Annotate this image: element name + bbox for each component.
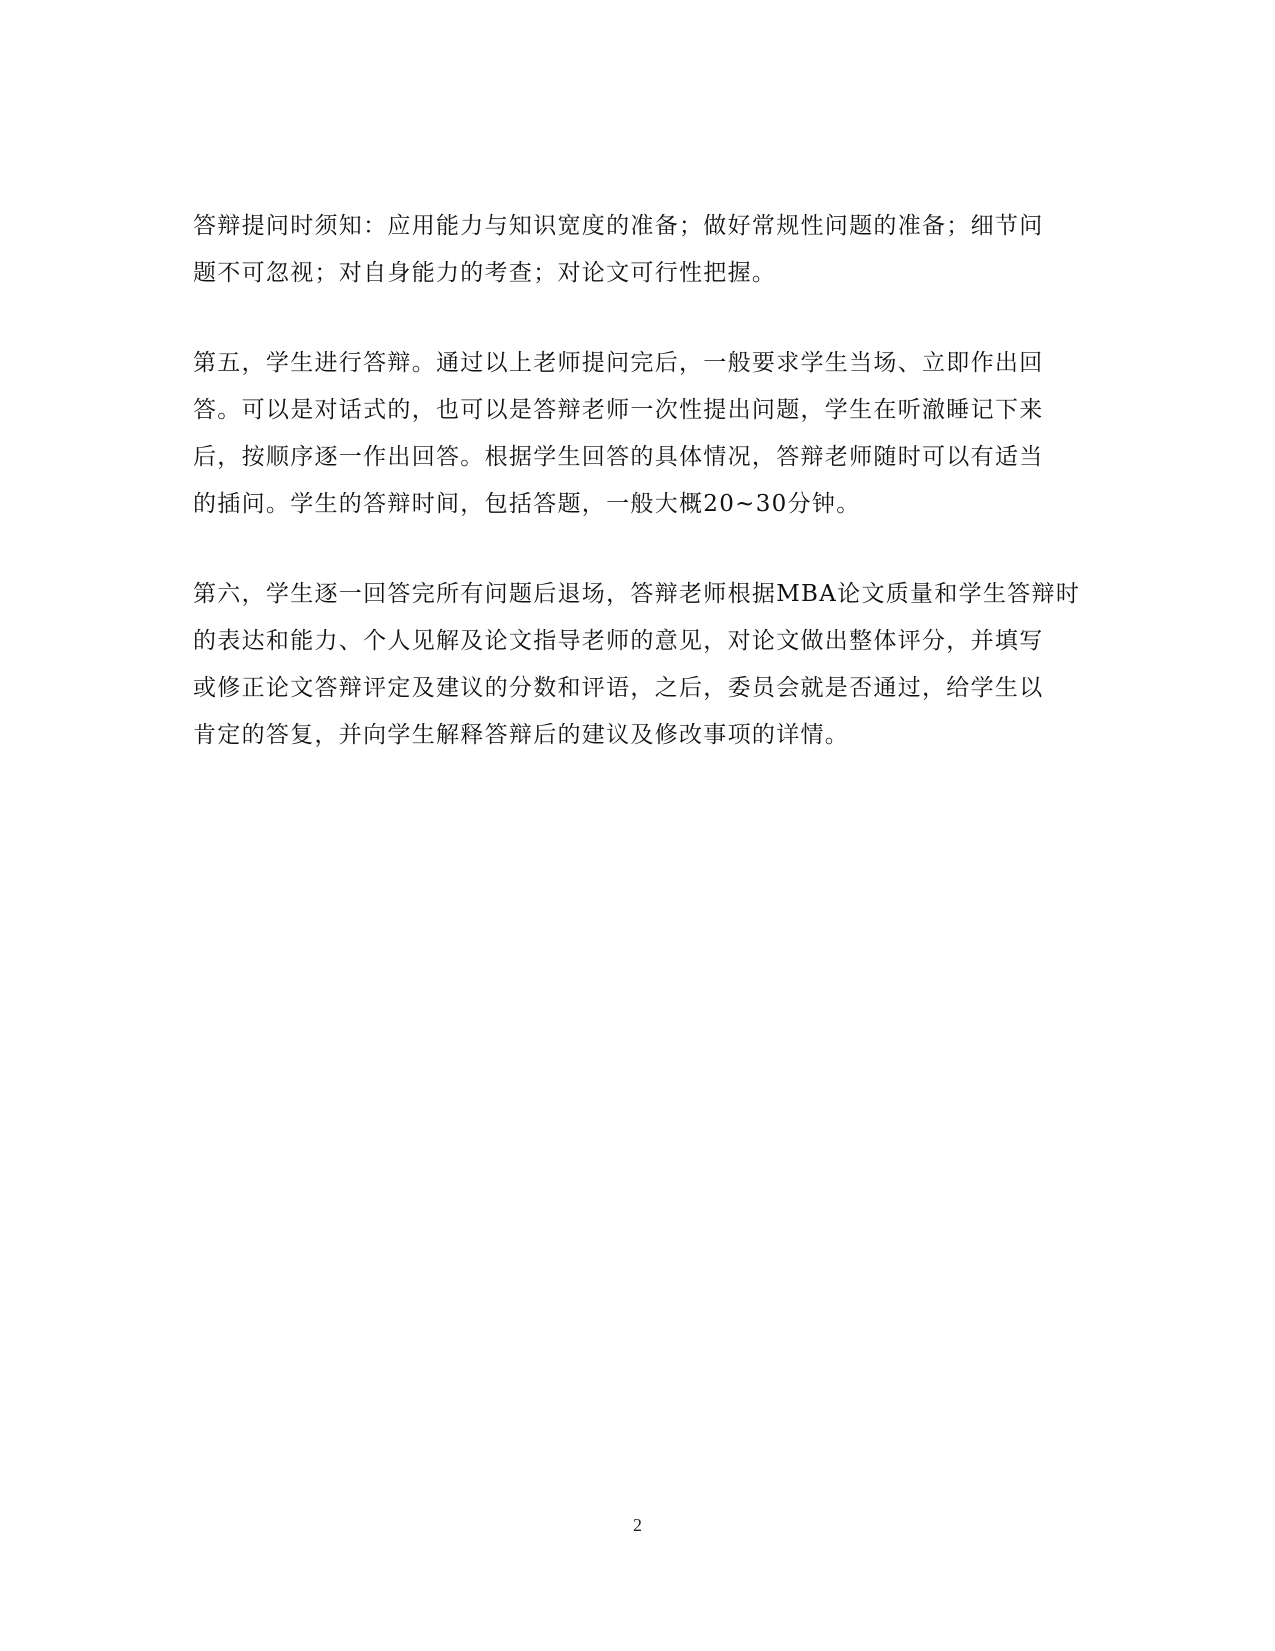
text-line: 第六，学生逐一回答完所有问题后退场，答辩老师根据MBA论文质量和学生答辩时 [193,581,1081,607]
document-body [193,203,1093,802]
paragraph-step-five [193,340,1093,528]
text-line: 或修正论文答辩评定及建议的分数和评语，之后，委员会就是否通过，给学生以 [193,675,1044,701]
paragraph-step-six [193,571,1093,759]
text-line: 答。可以是对话式的，也可以是答辩老师一次性提出问题，学生在听澈睡记下来 [193,397,1044,423]
text-line: 题不可忽视；对自身能力的考查；对论文可行性把握。 [193,260,777,286]
text-line: 后，按顺序逐一作出回答。根据学生回答的具体情况，答辩老师随时可以有适当 [193,444,1044,470]
page-number: 2 [633,1515,642,1535]
text-line: 答辩提问时须知：应用能力与知识宽度的准备；做好常规性问题的准备；细节问 [193,213,1044,239]
text-line: 肯定的答复，并向学生解释答辩后的建议及修改事项的详情。 [193,722,850,748]
paragraph-defense-question-notes [193,203,1093,297]
text-line: 的表达和能力、个人见解及论文指导老师的意见，对论文做出整体评分，并填写 [193,628,1044,654]
text-line: 的插问。学生的答辩时间，包括答题，一般大概20~30分钟。 [193,491,861,517]
text-line: 第五，学生进行答辩。通过以上老师提问完后，一般要求学生当场、立即作出回 [193,350,1044,376]
